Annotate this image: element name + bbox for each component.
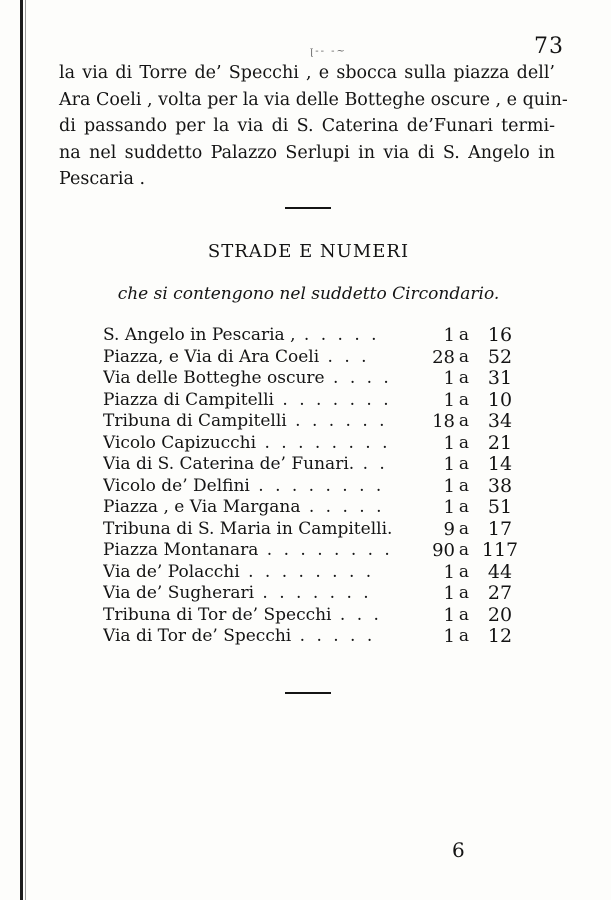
- street-name: Vicolo de’ Delfini: [103, 475, 250, 496]
- section-subheading: che si contengono nel suddetto Circondario.: [117, 284, 500, 304]
- street-name-cell: [103, 368, 408, 390]
- range-separator: a: [458, 432, 470, 453]
- leader-dots: . . . . . . . .: [258, 540, 393, 560]
- section-divider-top: [285, 207, 331, 209]
- page-binding-shadow: [25, 0, 26, 900]
- number-from: 1: [443, 497, 455, 518]
- leader-dots: . . .: [319, 346, 370, 367]
- range-separator: a: [458, 368, 470, 388]
- number-from: 18: [432, 411, 455, 432]
- number-from: 1: [443, 325, 455, 346]
- intro-line: na nel suddetto Palazzo Serlupi in via di S. Angelo in: [59, 142, 555, 163]
- street-row: [103, 347, 523, 369]
- street-row: [103, 454, 523, 476]
- range-separator: a: [458, 604, 470, 625]
- street-name-cell: [103, 347, 408, 369]
- number-to: 21: [487, 431, 513, 454]
- leader-dots: . . . . . . . .: [239, 561, 375, 582]
- street-row: [103, 540, 523, 562]
- leader-dots: . . . . .: [295, 325, 380, 345]
- street-name: S. Angelo in Pescaria ,: [103, 325, 296, 345]
- leader-dots: . . . . . . .: [254, 583, 372, 603]
- street-row: [103, 519, 523, 541]
- street-name: Via delle Botteghe oscure: [103, 368, 325, 388]
- number-from: 1: [443, 454, 455, 475]
- street-name: Piazza, e Via di Ara Coeli: [103, 346, 320, 367]
- street-name: Via di S. Caterina de’ Funari.: [103, 454, 355, 474]
- number-to: 10: [487, 388, 513, 411]
- street-row: [103, 411, 523, 433]
- street-name-cell: [103, 583, 408, 605]
- range-separator: a: [458, 540, 470, 560]
- number-to: 44: [487, 560, 513, 583]
- number-from: 1: [443, 475, 455, 497]
- number-to: 14: [487, 453, 513, 475]
- street-name: Via de’ Polacchi: [103, 561, 240, 582]
- street-name: Tribuna di S. Maria in Campitelli.: [103, 518, 393, 539]
- street-number-list: [103, 325, 523, 648]
- street-name-cell: [103, 605, 408, 627]
- number-to: 34: [487, 410, 513, 432]
- leader-dots: . . . . .: [300, 497, 385, 517]
- number-from: 1: [443, 389, 455, 411]
- range-separator: a: [458, 626, 470, 646]
- section-divider-bottom: [285, 692, 331, 694]
- street-name: Tribuna di Campitelli: [103, 411, 287, 431]
- number-to: 20: [487, 603, 513, 626]
- street-name: Tribuna di Tor de’ Specchi: [103, 604, 332, 625]
- number-from: 1: [443, 368, 455, 389]
- range-separator: a: [458, 454, 470, 474]
- street-name: Piazza , e Via Margana: [103, 497, 301, 517]
- intro-line: Ara Coeli , volta per la via delle Botteghe oscure , e quin-: [59, 89, 568, 110]
- number-to: 12: [487, 625, 513, 647]
- range-separator: a: [458, 561, 470, 582]
- leader-dots: . . . . . . .: [273, 389, 392, 410]
- street-name-cell: [103, 519, 408, 541]
- street-name: Vicolo Capizucchi: [103, 432, 257, 453]
- street-name: Piazza di Campitelli: [103, 389, 274, 410]
- range-separator: a: [458, 389, 470, 410]
- signature-mark: 6: [452, 838, 465, 862]
- page-binding-edge: [20, 0, 23, 900]
- range-separator: a: [458, 497, 470, 517]
- number-from: 1: [443, 561, 455, 583]
- number-to: 27: [487, 582, 513, 604]
- street-row: [103, 605, 523, 627]
- number-from: 28: [432, 346, 455, 368]
- leader-dots: . . . . .: [291, 626, 376, 646]
- number-to: 31: [487, 367, 513, 389]
- leader-dots: . .: [354, 454, 388, 474]
- number-to: 51: [487, 496, 513, 518]
- street-row: [103, 433, 523, 455]
- street-row: [103, 583, 523, 605]
- street-row: [103, 368, 523, 390]
- street-name-cell: [103, 626, 408, 648]
- number-to: 16: [487, 324, 513, 346]
- leader-dots: . . . . . .: [286, 411, 388, 431]
- leader-dots: . . . . . . . .: [256, 432, 391, 453]
- street-row: [103, 325, 523, 347]
- street-name: Via di Tor de’ Specchi: [103, 626, 292, 646]
- street-name: Via de’ Sugherari: [103, 583, 255, 603]
- number-to: 38: [487, 474, 513, 497]
- street-row: [103, 626, 523, 648]
- range-separator: a: [458, 411, 470, 431]
- street-name: Piazza Montanara: [103, 540, 259, 560]
- intro-line: la via di Torre de’ Specchi , e sbocca sulla piazza dell’: [59, 63, 555, 83]
- number-from: 1: [443, 432, 455, 454]
- street-name-cell: [103, 497, 408, 519]
- intro-line: di passando per la via di S. Caterina de’Funari termi-: [59, 116, 555, 136]
- number-to: 52: [487, 345, 513, 368]
- street-row: [103, 562, 523, 584]
- street-name-cell: [103, 562, 408, 584]
- street-row: [103, 497, 523, 519]
- leader-dots: . . . .: [324, 368, 392, 388]
- number-from: 9: [443, 518, 455, 540]
- page-number: 73: [534, 34, 564, 59]
- street-name-cell: [103, 411, 408, 433]
- street-name-cell: [103, 454, 408, 476]
- range-separator: a: [458, 475, 470, 496]
- intro-line: Pescaria .: [59, 169, 146, 189]
- range-separator: a: [458, 346, 470, 367]
- section-heading: STRADE E NUMERI: [207, 241, 410, 262]
- number-from: 1: [443, 626, 455, 647]
- range-separator: a: [458, 583, 470, 603]
- number-from: 90: [432, 540, 455, 561]
- street-row: [103, 476, 523, 498]
- street-row: [103, 390, 523, 412]
- leader-dots: . . .: [331, 604, 382, 625]
- range-separator: a: [458, 518, 470, 539]
- number-from: 1: [443, 604, 455, 626]
- range-separator: a: [458, 325, 470, 345]
- number-from: 1: [443, 583, 455, 604]
- street-name-cell: [103, 390, 408, 412]
- street-name-cell: [103, 325, 408, 347]
- street-name-cell: [103, 433, 408, 455]
- leader-dots: . . . . . . . .: [249, 475, 385, 496]
- street-name-cell: [103, 476, 408, 498]
- street-name-cell: [103, 540, 408, 562]
- number-to: 117: [481, 539, 519, 561]
- ink-smudge: ꞁ-- -~: [310, 46, 347, 57]
- number-to: 17: [487, 517, 513, 540]
- intro-paragraph: [59, 60, 568, 193]
